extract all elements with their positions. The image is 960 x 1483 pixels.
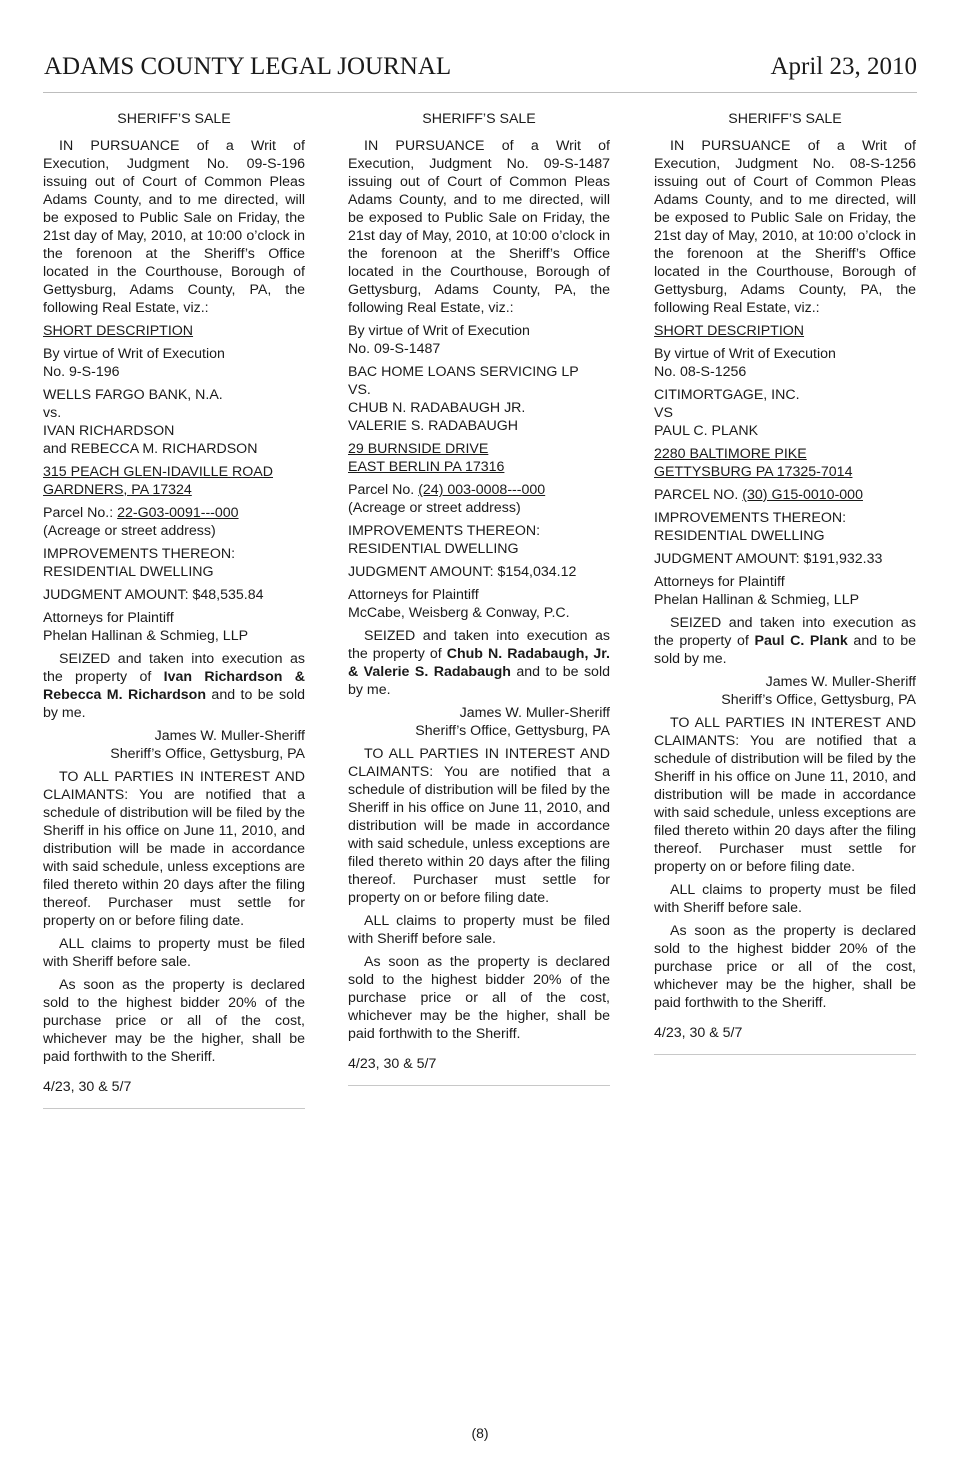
address-line: GETTYSBURG PA 17325-7014 xyxy=(654,464,853,480)
parcel-block xyxy=(348,481,610,517)
versus: VS. xyxy=(348,382,371,398)
publication-dates: 4/23, 30 & 5/7 xyxy=(654,1025,743,1041)
publication-dates: 4/23, 30 & 5/7 xyxy=(348,1056,437,1072)
sheriff-office: Sheriff’s Office, Gettysburg, PA xyxy=(721,692,916,708)
seized-owner-names: Ivan Richardson & Rebecca M. Richardson xyxy=(43,669,305,703)
short-description-heading: SHORT DESCRIPTION xyxy=(43,323,194,339)
divider xyxy=(654,1054,916,1055)
property-address xyxy=(348,440,610,476)
parties-notice: TO ALL PARTIES IN INTEREST AND CLAIMANTS: You are notified that a schedule of distribution will be filed by the Sheriff in his office on June 11, 2010, and distribution will be made in accordance with said schedule, unless exceptions are filed thereto within 20 days after the filing thereof. Purchaser must settle for property on or before filing date. xyxy=(43,769,305,929)
property-address xyxy=(43,463,305,499)
attorneys-label: Attorneys for Plaintiff xyxy=(43,610,174,626)
writ-block xyxy=(43,345,305,381)
defendant: CHUB N. RADABAUGH JR. xyxy=(348,400,526,416)
notice-column-1 xyxy=(43,110,305,1109)
notice-intro: IN PURSUANCE of a Writ of Execution, Judgment No. 09-S-1487 issuing out of Court of Common Pleas Adams County, and to me directed, will be exposed to Public Sale on Friday, the 21st day of May, 2010, at 10:00 o’clock in the forenoon at the Sheriff’s Office located in the Courthouse, Borough of Gettysburg, Adams County, PA, the following Real Estate, viz.: xyxy=(348,138,610,316)
improvements-value: RESIDENTIAL DWELLING xyxy=(43,564,214,580)
improvements-value: RESIDENTIAL DWELLING xyxy=(654,528,825,544)
seized-statement xyxy=(43,650,305,722)
notice-intro: IN PURSUANCE of a Writ of Execution, Judgment No. 08-S-1256 issuing out of Court of Common Pleas Adams County, and to me directed, will be exposed to Public Sale on Friday, the 21st day of May, 2010, at 10:00 o’clock in the forenoon at the Sheriff’s Office located in the Courthouse, Borough of Gettysburg, Adams County, PA, the following Real Estate, viz.: xyxy=(654,138,916,316)
notice-column-3 xyxy=(654,110,916,1055)
versus: vs. xyxy=(43,405,62,421)
writ-number: No. 9-S-196 xyxy=(43,364,120,380)
address-line: 315 PEACH GLEN-IDAVILLE ROAD xyxy=(43,464,273,480)
page-header xyxy=(43,50,917,93)
parcel-block xyxy=(654,486,916,504)
attorneys-block xyxy=(43,609,305,645)
notice-title: SHERIFF’S SALE xyxy=(422,111,536,127)
writ-block xyxy=(654,345,916,381)
claims-notice: ALL claims to property must be filed with Sheriff before sale. xyxy=(348,913,610,947)
seized-text: SEIZED and taken into execution as the property of xyxy=(348,628,610,662)
writ-number: No. 08-S-1256 xyxy=(654,364,747,380)
seized-owner-names: Paul C. Plank xyxy=(754,633,848,649)
attorneys-block xyxy=(348,586,610,622)
notice-title: SHERIFF’S SALE xyxy=(117,111,231,127)
seized-text-end: and to be sold by me. xyxy=(654,633,916,667)
parties-block xyxy=(348,363,610,435)
sheriff-office: Sheriff’s Office, Gettysburg, PA xyxy=(415,723,610,739)
parties-block xyxy=(654,386,916,440)
parties-block xyxy=(43,386,305,458)
writ-line: By virtue of Writ of Execution xyxy=(654,346,836,362)
parties-notice: TO ALL PARTIES IN INTEREST AND CLAIMANTS: You are notified that a schedule of distribution will be filed by the Sheriff in his office on June 11, 2010, and distribution will be made in accordance with said schedule, unless exceptions are filed thereto within 20 days after the filing thereof. Purchaser must settle for property on or before filing date. xyxy=(348,746,610,906)
acreage-note: (Acreage or street address) xyxy=(348,500,521,516)
attorneys-block xyxy=(654,573,916,609)
attorneys-firm: Phelan Hallinan & Schmieg, LLP xyxy=(43,628,249,644)
defendant: PAUL C. PLANK xyxy=(654,423,759,439)
attorneys-firm: Phelan Hallinan & Schmieg, LLP xyxy=(654,592,860,608)
parties-notice: TO ALL PARTIES IN INTEREST AND CLAIMANTS: You are notified that a schedule of distribution will be filed by the Sheriff in his office on June 11, 2010, and distribution will be made in accordance with said schedule, unless exceptions are filed thereto within 20 days after the filing thereof. Purchaser must settle for property on or before filing date. xyxy=(654,715,916,875)
payment-notice: As soon as the property is declared sold to the highest bidder 20% of the purchase price or all of the cost, whichever may be the higher, shall be paid forthwith to the Sheriff. xyxy=(43,977,305,1065)
judgment-amount: JUDGMENT AMOUNT: $154,034.12 xyxy=(348,564,577,580)
parcel-number: (30) G15-0010-000 xyxy=(742,487,863,503)
improvements-block xyxy=(654,509,916,545)
plaintiff: WELLS FARGO BANK, N.A. xyxy=(43,387,223,403)
parcel-label: Parcel No.: xyxy=(43,505,118,521)
short-description-heading: SHORT DESCRIPTION xyxy=(654,323,805,339)
claims-notice: ALL claims to property must be filed with Sheriff before sale. xyxy=(43,936,305,970)
judgment-amount: JUDGMENT AMOUNT: $48,535.84 xyxy=(43,587,264,603)
seized-text-end: and to be sold by me. xyxy=(43,687,305,721)
improvements-block xyxy=(348,522,610,558)
page-number: (8) xyxy=(471,1425,489,1441)
address-line: 2280 BALTIMORE PIKE xyxy=(654,446,807,462)
payment-notice: As soon as the property is declared sold to the highest bidder 20% of the purchase price or all of the cost, whichever may be the higher, shall be paid forthwith to the Sheriff. xyxy=(654,923,916,1011)
address-line: EAST BERLIN PA 17316 xyxy=(348,459,505,475)
writ-line: By virtue of Writ of Execution xyxy=(43,346,225,362)
seized-owner-names: Chub N. Radabaugh, Jr. & Valerie S. Radabaugh xyxy=(348,646,610,680)
attorneys-firm: McCabe, Weisberg & Conway, P.C. xyxy=(348,605,570,621)
notice-column-2 xyxy=(348,110,610,1086)
acreage-note: (Acreage or street address) xyxy=(43,523,216,539)
payment-notice: As soon as the property is declared sold to the highest bidder 20% of the purchase price or all of the cost, whichever may be the higher, shall be paid forthwith to the Sheriff. xyxy=(348,954,610,1042)
versus: VS xyxy=(654,405,673,421)
issue-date: April 23, 2010 xyxy=(770,53,917,80)
writ-block xyxy=(348,322,610,358)
defendant: IVAN RICHARDSON xyxy=(43,423,175,439)
judgment-amount: JUDGMENT AMOUNT: $191,932.33 xyxy=(654,551,883,567)
publication-dates: 4/23, 30 & 5/7 xyxy=(43,1079,132,1095)
improvements-label: IMPROVEMENTS THEREON: xyxy=(348,523,541,539)
notice-intro: IN PURSUANCE of a Writ of Execution, Judgment No. 09-S-196 issuing out of Court of Common Pleas Adams County, and to me directed, will be exposed to Public Sale on Friday, the 21st day of May, 2010, at 10:00 o’clock in the forenoon at the Sheriff’s Office located in the Courthouse, Borough of Gettysburg, Adams County, PA, the following Real Estate, viz.: xyxy=(43,138,305,316)
parcel-number: (24) 003-0008---000 xyxy=(418,482,546,498)
seized-text: SEIZED and taken into execution as the property of xyxy=(654,615,916,649)
defendant: VALERIE S. RADABAUGH xyxy=(348,418,519,434)
writ-number: No. 09-S-1487 xyxy=(348,341,441,357)
parcel-number: 22-G03-0091---000 xyxy=(117,505,239,521)
seized-statement xyxy=(348,627,610,699)
seized-text: SEIZED and taken into execution as the property of xyxy=(43,651,305,685)
address-line: GARDNERS, PA 17324 xyxy=(43,482,192,498)
divider xyxy=(43,1108,305,1109)
seized-text-end: and to be sold by me. xyxy=(348,664,610,698)
sheriff-name: James W. Muller-Sheriff xyxy=(765,674,916,690)
notice-title: SHERIFF’S SALE xyxy=(728,111,842,127)
parcel-label: PARCEL NO. xyxy=(654,487,743,503)
sheriff-office: Sheriff’s Office, Gettysburg, PA xyxy=(110,746,305,762)
improvements-label: IMPROVEMENTS THEREON: xyxy=(654,510,847,526)
journal-title: ADAMS COUNTY LEGAL JOURNAL xyxy=(44,53,452,80)
divider xyxy=(348,1085,610,1086)
defendant: and REBECCA M. RICHARDSON xyxy=(43,441,258,457)
writ-line: By virtue of Writ of Execution xyxy=(348,323,530,339)
sheriff-name: James W. Muller-Sheriff xyxy=(154,728,305,744)
address-line: 29 BURNSIDE DRIVE xyxy=(348,441,489,457)
parcel-block xyxy=(43,504,305,540)
seized-statement xyxy=(654,614,916,668)
improvements-block xyxy=(43,545,305,581)
sheriff-name: James W. Muller-Sheriff xyxy=(459,705,610,721)
parcel-label: Parcel No. xyxy=(348,482,419,498)
improvements-label: IMPROVEMENTS THEREON: xyxy=(43,546,236,562)
claims-notice: ALL claims to property must be filed with Sheriff before sale. xyxy=(654,882,916,916)
plaintiff: CITIMORTGAGE, INC. xyxy=(654,387,800,403)
improvements-value: RESIDENTIAL DWELLING xyxy=(348,541,519,557)
plaintiff: BAC HOME LOANS SERVICING LP xyxy=(348,364,579,380)
attorneys-label: Attorneys for Plaintiff xyxy=(654,574,785,590)
property-address xyxy=(654,445,916,481)
attorneys-label: Attorneys for Plaintiff xyxy=(348,587,479,603)
